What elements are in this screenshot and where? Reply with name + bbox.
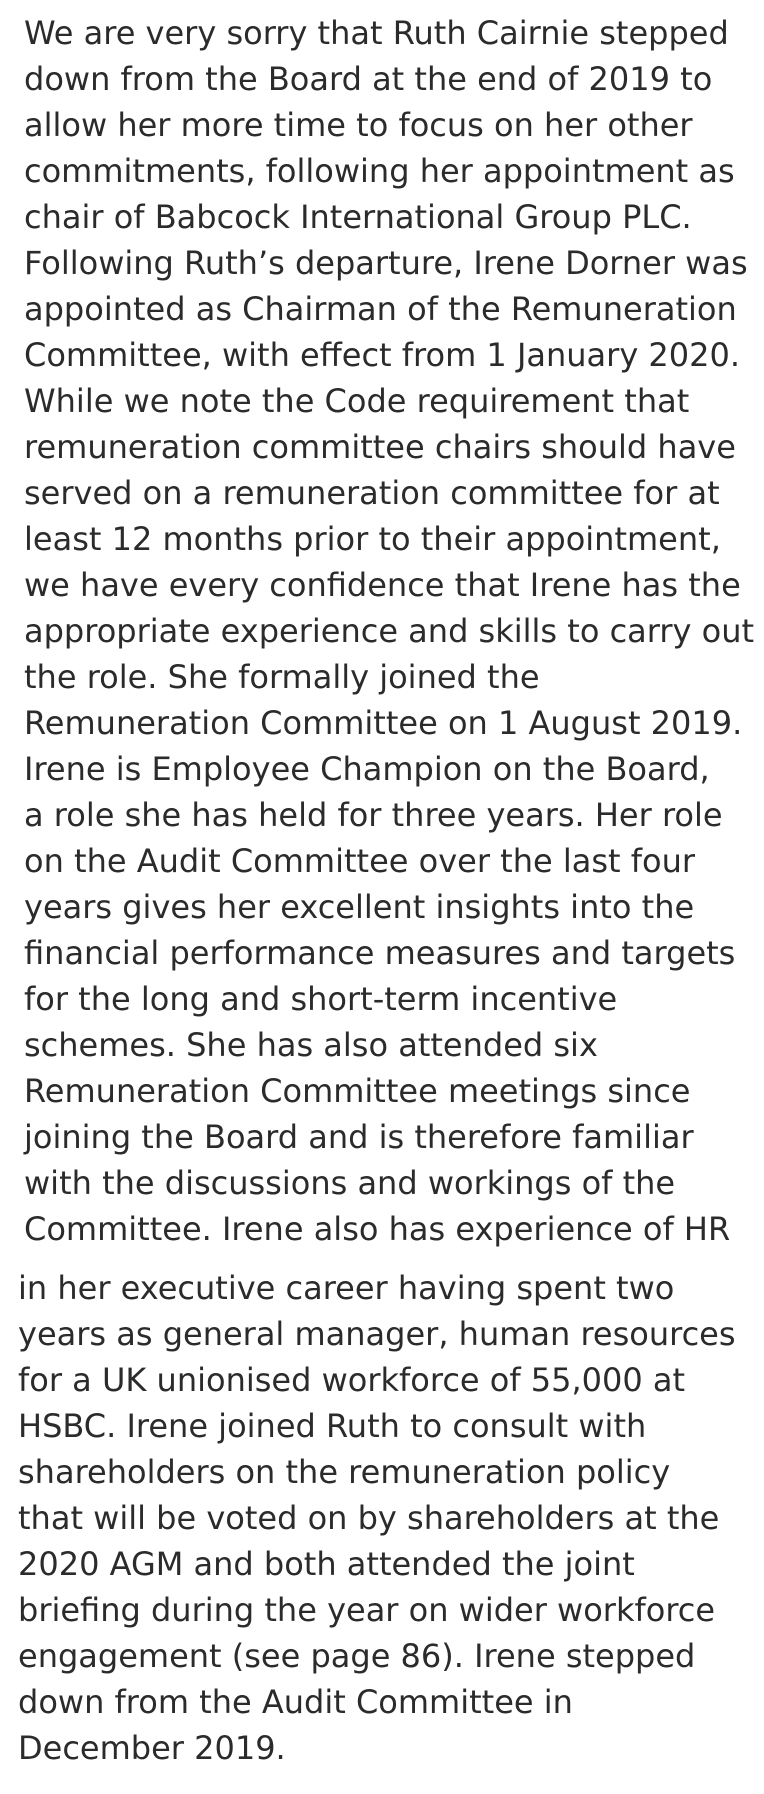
text-line: engagement (see page 86). Irene stepped: [18, 1637, 696, 1675]
text-line: Following Ruth’s departure, Irene Dorner was: [24, 244, 748, 282]
text-line: down from the Board at the end of 2019 to: [24, 60, 713, 98]
text-line: down from the Audit Committee in: [18, 1683, 573, 1721]
paragraph-part-1: [24, 10, 754, 1252]
text-line: the role. She formally joined the: [24, 658, 540, 696]
text-line: shareholders on the remuneration policy: [18, 1453, 671, 1491]
text-line: joining the Board and is therefore familiar: [24, 1118, 694, 1156]
text-line: HSBC. Irene joined Ruth to consult with: [18, 1407, 647, 1445]
text-line: chair of Babcock International Group PLC.: [24, 198, 692, 236]
text-line: that will be voted on by shareholders at the: [18, 1499, 720, 1537]
text-line: with the discussions and workings of the: [24, 1164, 676, 1202]
text-line: remuneration committee chairs should have: [24, 428, 736, 466]
text-line: Remuneration Committee meetings since: [24, 1072, 691, 1110]
text-line: December 2019.: [18, 1729, 286, 1767]
text-line: for the long and short-term incentive: [24, 980, 618, 1018]
text-line: years gives her excellent insights into the: [24, 888, 695, 926]
text-line: commitments, following her appointment as: [24, 152, 735, 190]
text-line: on the Audit Committee over the last four: [24, 842, 695, 880]
text-line: Committee. Irene also has experience of HR: [24, 1210, 731, 1248]
text-line: schemes. She has also attended six: [24, 1026, 598, 1064]
text-line: in her executive career having spent two: [18, 1269, 675, 1307]
paragraph-part-2: [18, 1265, 754, 1771]
text-line: years as general manager, human resources: [18, 1315, 736, 1353]
text-line: 2020 AGM and both attended the joint: [18, 1545, 635, 1583]
text-line: financial performance measures and targets: [24, 934, 736, 972]
text-line: Committee, with effect from 1 January 2020.: [24, 336, 741, 374]
text-line: least 12 months prior to their appointment,: [24, 520, 721, 558]
text-line: appropriate experience and skills to carry out: [24, 612, 755, 650]
text-line: appointed as Chairman of the Remuneration: [24, 290, 737, 328]
text-line: Remuneration Committee on 1 August 2019.: [24, 704, 743, 742]
text-line: for a UK unionised workforce of 55,000 at: [18, 1361, 686, 1399]
text-line: a role she has held for three years. Her role: [24, 796, 723, 834]
text-line: While we note the Code requirement that: [24, 382, 690, 420]
text-line: allow her more time to focus on her other: [24, 106, 693, 144]
text-line: Irene is Employee Champion on the Board,: [24, 750, 710, 788]
text-line: served on a remuneration committee for at: [24, 474, 720, 512]
text-line: we have every confidence that Irene has the: [24, 566, 741, 604]
text-line: We are very sorry that Ruth Cairnie stepped: [24, 14, 729, 52]
text-line: briefing during the year on wider workforce: [18, 1591, 716, 1629]
